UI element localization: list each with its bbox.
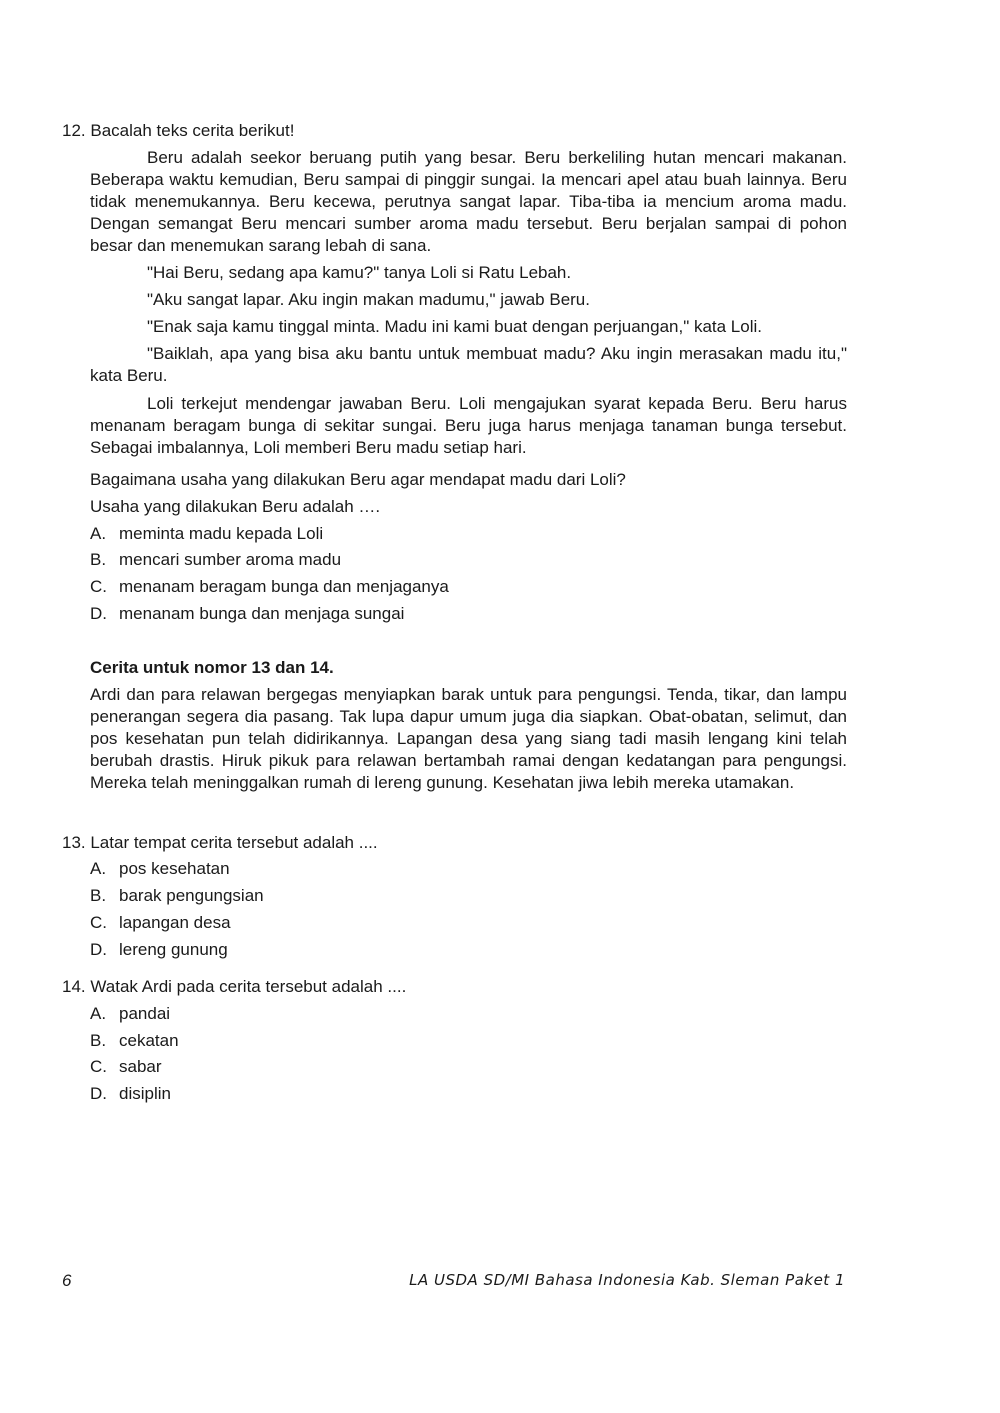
q14-option-b[interactable]	[90, 1030, 690, 1052]
option-letter: A.	[90, 524, 107, 543]
story-paragraph-2	[90, 262, 847, 284]
option-letter: B.	[90, 886, 107, 905]
story-13-14-heading: Cerita untuk nomor 13 dan 14.	[90, 658, 334, 677]
q14-option-d[interactable]	[90, 1083, 690, 1105]
q14-option-c[interactable]	[90, 1056, 690, 1078]
q13-option-c[interactable]	[90, 912, 690, 934]
story-paragraph-5-text: "Baiklah, apa yang bisa aku bantu untuk membuat madu? Aku ingin merasakan madu itu," kata Beru.	[90, 344, 847, 385]
story-paragraph-3-text: "Aku sangat lapar. Aku ingin makan madumu," jawab Beru.	[147, 290, 590, 309]
q14-option-a[interactable]	[90, 1003, 690, 1025]
question-14-heading: 14. Watak Ardi pada cerita tersebut adalah ....	[62, 977, 407, 996]
q12-option-c[interactable]	[90, 576, 690, 598]
q12-option-a[interactable]	[90, 523, 690, 545]
option-letter: D.	[90, 604, 107, 623]
option-letter: B.	[90, 1031, 107, 1050]
option-letter: C.	[90, 913, 107, 932]
story-paragraph-4	[90, 316, 847, 338]
option-text: pandai	[119, 1004, 171, 1023]
story-paragraph-6	[90, 393, 847, 459]
question-12-heading: 12. Bacalah teks cerita berikut!	[62, 121, 295, 140]
option-text: disiplin	[119, 1084, 171, 1103]
option-text: lereng gunung	[119, 940, 228, 959]
question-13-heading: 13. Latar tempat cerita tersebut adalah ....	[62, 833, 378, 852]
page-number: 6	[62, 1271, 72, 1290]
option-text: mencari sumber aroma madu	[119, 550, 342, 569]
option-text: pos kesehatan	[119, 859, 230, 878]
story-13-14-text: Ardi dan para relawan bergegas menyiapkan barak untuk para pengungsi. Tenda, tikar, dan lampu penerangan segera dia pasang. Tak lupa dapur umum juga dia siapkan. Obat-obatan, selimut, dan pos kesehatan pun telah didirikannya. Lapangan desa yang siang tadi masih lengang kini telah berubah drastis. Hiruk pikuk para relawan bertambah ramai dengan kedatangan para pengungsi. Mereka telah meninggalkan rumah di lereng gunung. Kesehatan jiwa lebih mereka utamakan.	[90, 685, 847, 792]
question-12-prompt: Usaha yang dilakukan Beru adalah ….	[90, 497, 381, 516]
story-paragraph-5	[90, 343, 847, 387]
q13-option-d[interactable]	[90, 939, 690, 961]
q13-option-b[interactable]	[90, 885, 690, 907]
option-text: meminta madu kepada Loli	[119, 524, 324, 543]
option-letter: C.	[90, 577, 107, 596]
footer-title: LA USDA SD/MI Bahasa Indonesia Kab. Sleman Paket 1	[409, 1271, 845, 1289]
story-paragraph-6-text: Loli terkejut mendengar jawaban Beru. Loli mengajukan syarat kepada Beru. Beru harus menanam beragam bunga di sekitar sungai. Beru juga harus menjaga tanaman bunga tersebut. Sebagai imbalannya, Loli memberi Beru madu setiap hari.	[90, 394, 847, 457]
story-paragraph-1-text: Beru adalah seekor beruang putih yang besar. Beru berkeliling hutan mencari makanan. Beberapa waktu kemudian, Beru sampai di pinggir sungai. Ia mencari apel atau buah lainnya. Beru tidak menemukannya. Beru kecewa, perutnya sangat lapar. Tiba-tiba ia mencium aroma madu. Dengan semangat Beru mencari sumber aroma madu tersebut. Beru berjalan sampai di pohon besar dan menemukan sarang lebah di sana.	[90, 148, 847, 255]
option-text: barak pengungsian	[119, 886, 264, 905]
option-letter: C.	[90, 1057, 107, 1076]
option-letter: D.	[90, 940, 107, 959]
option-text: lapangan desa	[119, 913, 231, 932]
question-12-text: Bagaimana usaha yang dilakukan Beru agar mendapat madu dari Loli?	[90, 470, 626, 489]
story-paragraph-2-text: "Hai Beru, sedang apa kamu?" tanya Loli si Ratu Lebah.	[147, 263, 572, 282]
option-letter: A.	[90, 1004, 107, 1023]
option-letter: B.	[90, 550, 107, 569]
q12-option-d[interactable]	[90, 603, 690, 625]
option-text: menanam beragam bunga dan menjaganya	[119, 577, 449, 596]
option-text: menanam bunga dan menjaga sungai	[119, 604, 405, 623]
option-text: sabar	[119, 1057, 162, 1076]
story-paragraph-4-text: "Enak saja kamu tinggal minta. Madu ini kami buat dengan perjuangan," kata Loli.	[147, 317, 762, 336]
option-letter: D.	[90, 1084, 107, 1103]
story-paragraph-3	[90, 289, 847, 311]
option-text: cekatan	[119, 1031, 179, 1050]
q12-option-b[interactable]	[90, 549, 690, 571]
option-letter: A.	[90, 859, 107, 878]
q13-option-a[interactable]	[90, 858, 690, 880]
story-paragraph-1	[90, 147, 847, 257]
